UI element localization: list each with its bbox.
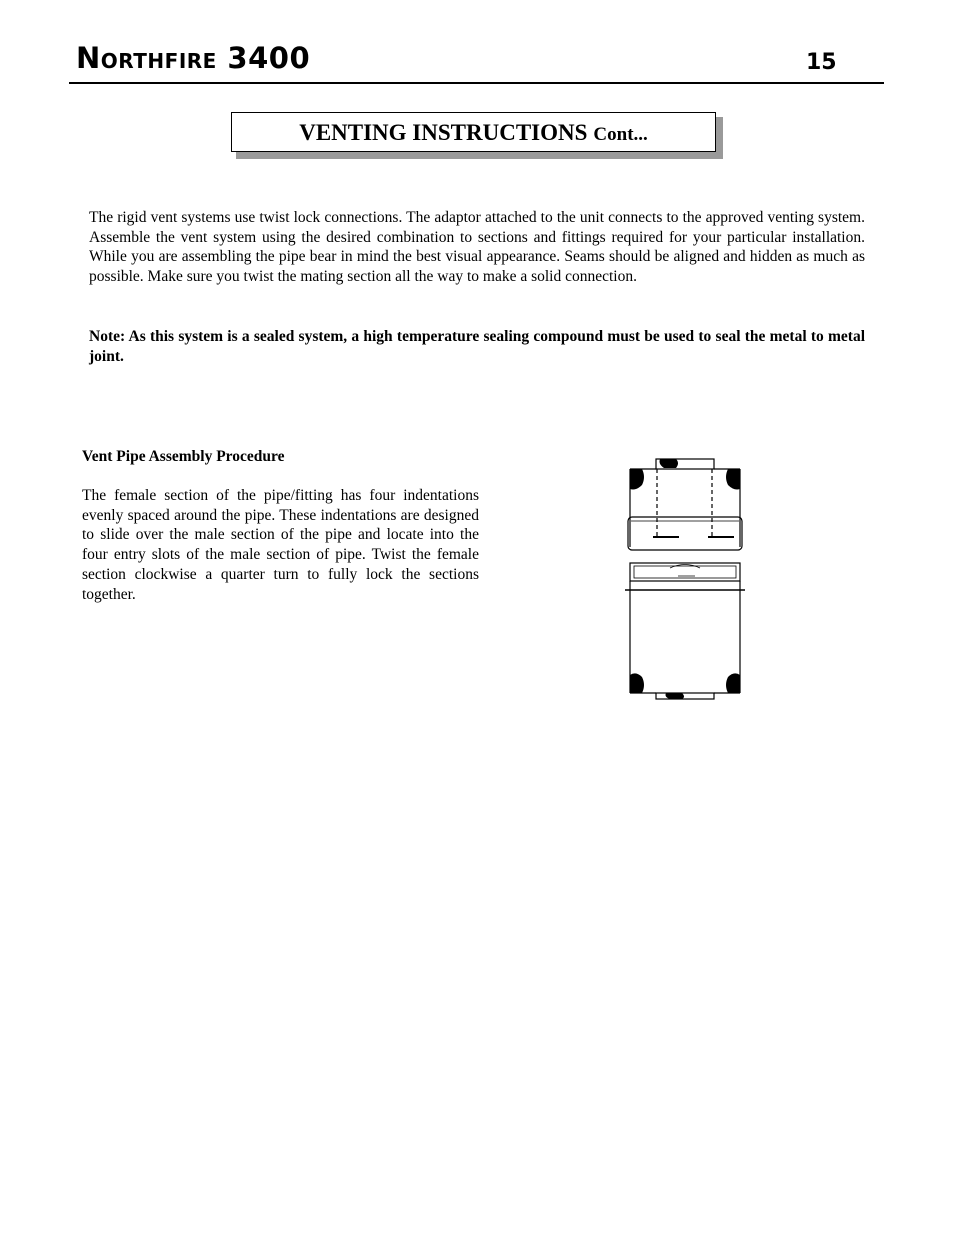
section-box [231, 112, 716, 152]
page-number: 15 [806, 50, 837, 75]
vent-pipe-diagram-icon [620, 455, 750, 705]
section-title [299, 120, 648, 145]
section-title-main: VENTING INSTRUCTIONS [299, 120, 588, 145]
header-title: Northfire 3400 [76, 41, 311, 75]
procedure-heading: Vent Pipe Assembly Procedure [82, 448, 285, 465]
male-section [625, 563, 745, 699]
top-break-marks [630, 459, 740, 490]
bottom-break-marks [630, 673, 740, 699]
female-section [628, 459, 742, 550]
section-title-suffix: Cont... [593, 124, 648, 145]
procedure-body: The female section of the pipe/fitting has four indentations evenly spaced around the pipe. These indentations are designed to slide over the male section of the pipe and locate into the four entry slots of the male section of pipe. Twist the female section clockwise a quarter turn to fully lock the sections together. [82, 487, 479, 603]
intro-paragraph: The rigid vent systems use twist lock connections. The adaptor attached to the unit connects to the approved venting system. Assemble the vent system using the desired combination to sections and fittings required for your particular installation. While you are assembling the pipe bear in mind the best visual appearance. Seams should be aligned and hidden as much as possible. Make sure you twist the mating section all the way to make a solid connection. [89, 209, 865, 286]
note-paragraph: Note: As this system is a sealed system, a high temperature sealing compound must be used to seal the metal to metal joint. [89, 328, 865, 365]
header-rule [69, 82, 884, 84]
